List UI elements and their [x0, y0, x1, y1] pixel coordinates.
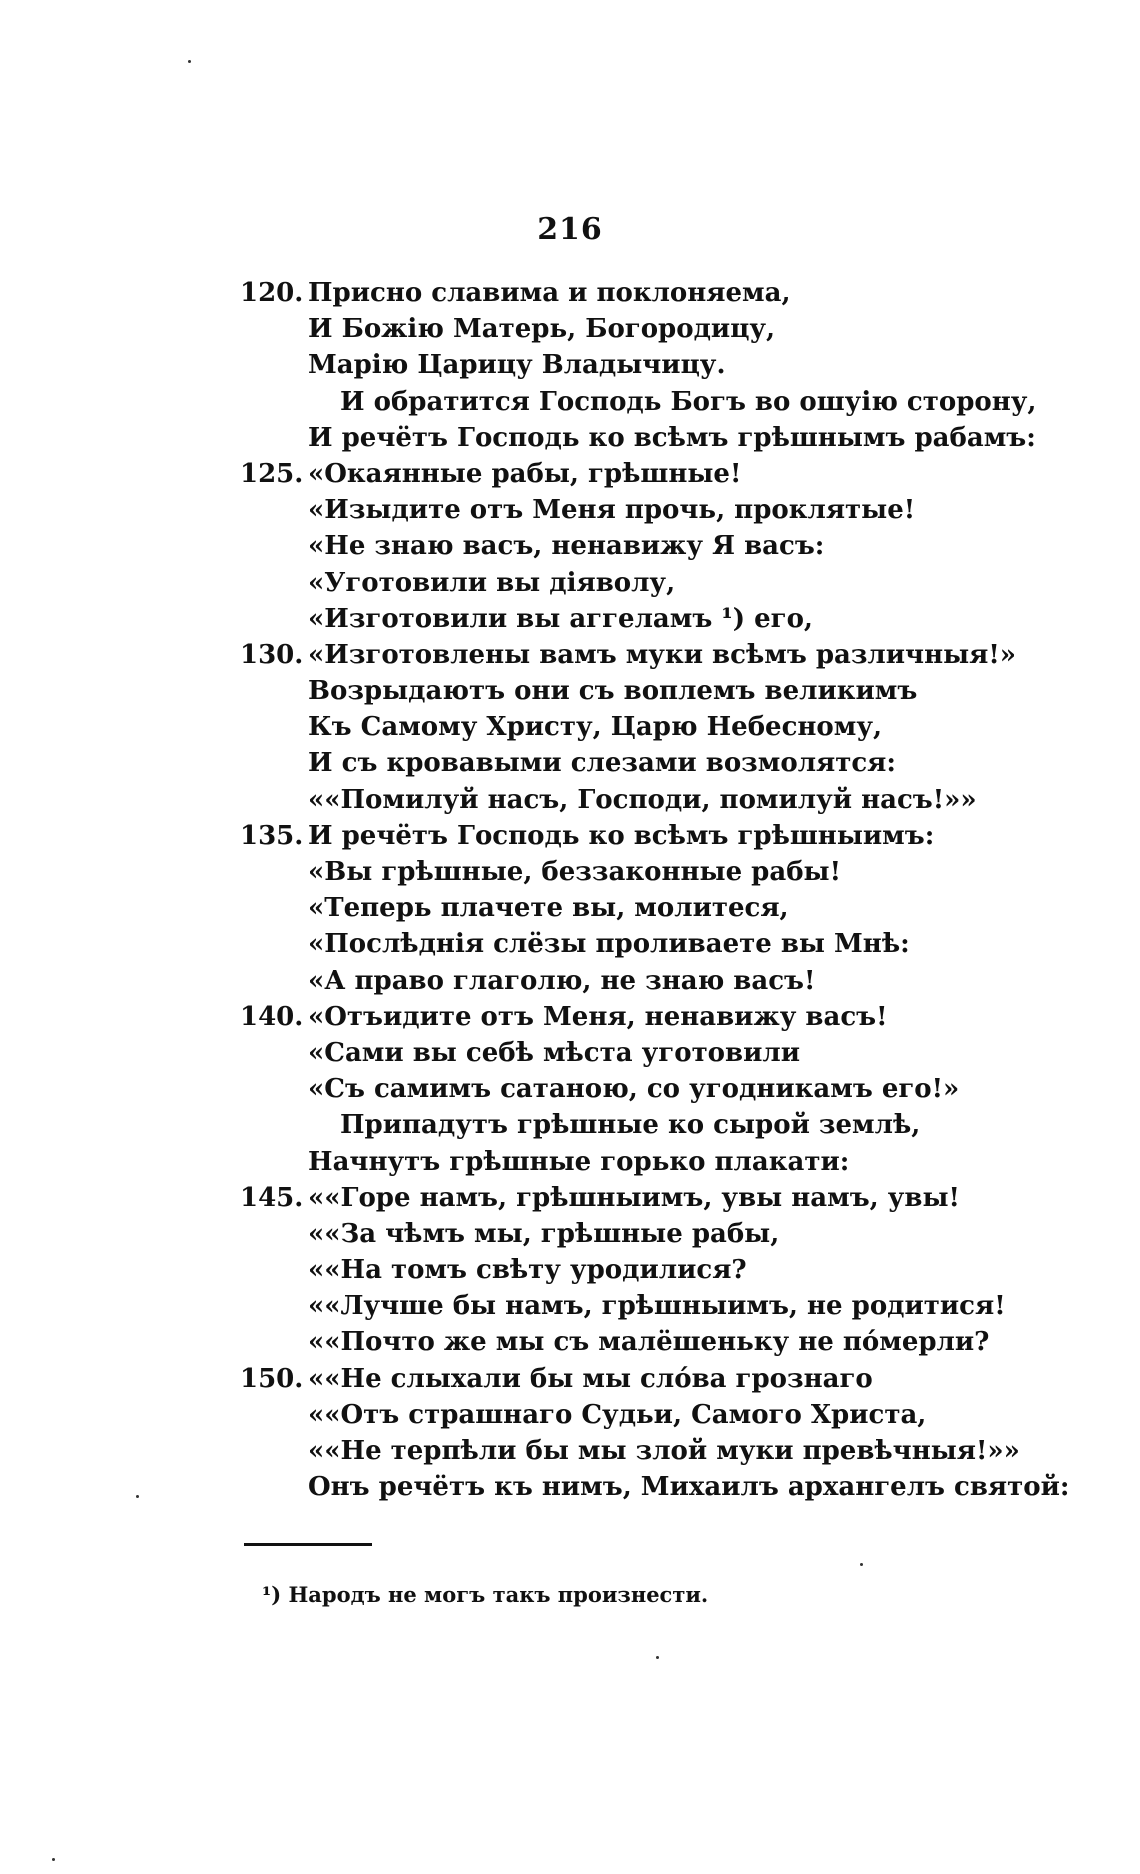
line-number: 145. [240, 1182, 304, 1213]
poem-line [240, 1288, 1006, 1324]
line-text: И Божію Матерь, Богородицу, [308, 314, 776, 345]
line-number: 120. [240, 278, 304, 308]
line-text: ««Отъ страшнаго Судьи, Самого Христа, [308, 1399, 927, 1430]
line-number: 135. [240, 820, 304, 851]
line-text: ««Почто же мы съ малёшеньку не пóмерли? [308, 1327, 990, 1358]
line-text: ««Не терпѣли бы мы злой муки превѣчныя!»» [308, 1436, 1020, 1466]
line-text: «А право глаголю, не знаю васъ! [308, 965, 816, 996]
poem-line [240, 999, 960, 1035]
poem-line [240, 1107, 960, 1143]
line-text: «Отъидите отъ Меня, ненавижу васъ! [308, 1001, 888, 1032]
line-number: 150. [240, 1363, 304, 1394]
poem-line [240, 311, 960, 347]
poem-line [240, 1433, 1020, 1469]
line-text: Припадутъ грѣшные ко сырой землѣ, [340, 1110, 921, 1141]
poem-line [240, 565, 960, 601]
poem-line [240, 275, 960, 311]
poem-line [240, 384, 1037, 420]
poem-line [240, 673, 960, 709]
line-text: ««Не слыхали бы мы слóва грознаго [308, 1363, 873, 1394]
line-text: «Изготовлены вамъ муки всѣмъ различныя!» [308, 639, 1017, 670]
poem-line [240, 1469, 1070, 1505]
line-number: 125. [240, 458, 304, 489]
line-text: И речётъ Господь ко всѣмъ грѣшнымъ рабамъ: [308, 422, 1036, 453]
line-number: 140. [240, 1001, 304, 1032]
poem-line [240, 818, 960, 854]
poem-line [240, 1071, 960, 1107]
line-text: «Вы грѣшные, беззаконные рабы! [308, 857, 842, 887]
poem-line [240, 926, 960, 962]
footnote-divider [244, 1543, 372, 1546]
poem-line [240, 1216, 960, 1252]
scan-speck [188, 60, 191, 63]
poem-line [240, 890, 960, 926]
poem-line [240, 854, 960, 890]
line-text: Присно славима и поклоняема, [308, 278, 791, 308]
poem-line [240, 1180, 960, 1216]
poem-line [240, 1144, 960, 1180]
poem-line [240, 1397, 960, 1433]
poem-line [240, 745, 960, 781]
poem-line [240, 1252, 960, 1288]
line-number: 130. [240, 639, 304, 670]
poem-line [240, 963, 960, 999]
poem-line [240, 1324, 990, 1360]
line-text: «Послѣднія слёзы проливаете вы Мнѣ: [308, 929, 910, 960]
poem-line [240, 709, 960, 745]
line-text: «Изготовили вы аггеламъ ¹) его, [308, 603, 813, 634]
line-text: ««На томъ свѣту уродилися? [308, 1255, 747, 1286]
line-text: Начнутъ грѣшные горько плакати: [308, 1146, 850, 1177]
scan-speck [52, 1858, 55, 1861]
scan-speck [860, 1563, 863, 1566]
line-text: ««Помилуй насъ, Господи, помилуй насъ!»» [308, 784, 977, 815]
poem-line [240, 601, 960, 637]
scan-speck [656, 1656, 659, 1659]
line-text: «Сами вы себѣ мѣста уготовили [308, 1037, 800, 1068]
line-text: Марію Царицу Владычицу. [308, 350, 726, 381]
line-text: ««Лучше бы намъ, грѣшныимъ, не родитися! [308, 1291, 1006, 1322]
line-text: Возрыдаютъ они съ воплемъ великимъ [308, 676, 918, 707]
poem-line [240, 347, 960, 383]
poem-line [240, 420, 1036, 456]
line-text: «Съ самимъ сатаною, со угодникамъ его!» [308, 1074, 960, 1105]
line-text: И обратится Господь Богъ во ошуію сторону, [340, 386, 1037, 417]
footnote: ¹) Народъ не могъ такъ произнести. [262, 1582, 709, 1607]
line-text: «Изыдите отъ Меня прочь, проклятые! [308, 495, 916, 526]
line-text: Онъ речётъ къ нимъ, Михаилъ архангелъ святой: [308, 1472, 1070, 1503]
poem-line [240, 1361, 960, 1397]
line-text: И съ кровавыми слезами возмолятся: [308, 748, 896, 779]
line-text: «Окаянные рабы, грѣшные! [308, 458, 742, 489]
poem-line [240, 456, 960, 492]
poem-body [240, 275, 1070, 1505]
line-text: ««Горе намъ, грѣшныимъ, увы намъ, увы! [308, 1182, 960, 1213]
scan-speck [136, 1495, 139, 1498]
poem-line [240, 492, 960, 528]
poem-line [240, 528, 960, 564]
page-number: 216 [537, 212, 603, 247]
line-text: «Уготовили вы діяволу, [308, 567, 676, 598]
poem-line [240, 1035, 960, 1071]
line-text: Къ Самому Христу, Царю Небесному, [308, 712, 883, 743]
line-text: ««За чѣмъ мы, грѣшные рабы, [308, 1218, 780, 1249]
line-text: «Теперь плачете вы, молитеся, [308, 893, 789, 924]
line-text: «Не знаю васъ, ненавижу Я васъ: [308, 531, 825, 562]
line-text: И речётъ Господь ко всѣмъ грѣшныимъ: [308, 820, 935, 851]
poem-line [240, 637, 1017, 673]
poem-line [240, 782, 977, 818]
